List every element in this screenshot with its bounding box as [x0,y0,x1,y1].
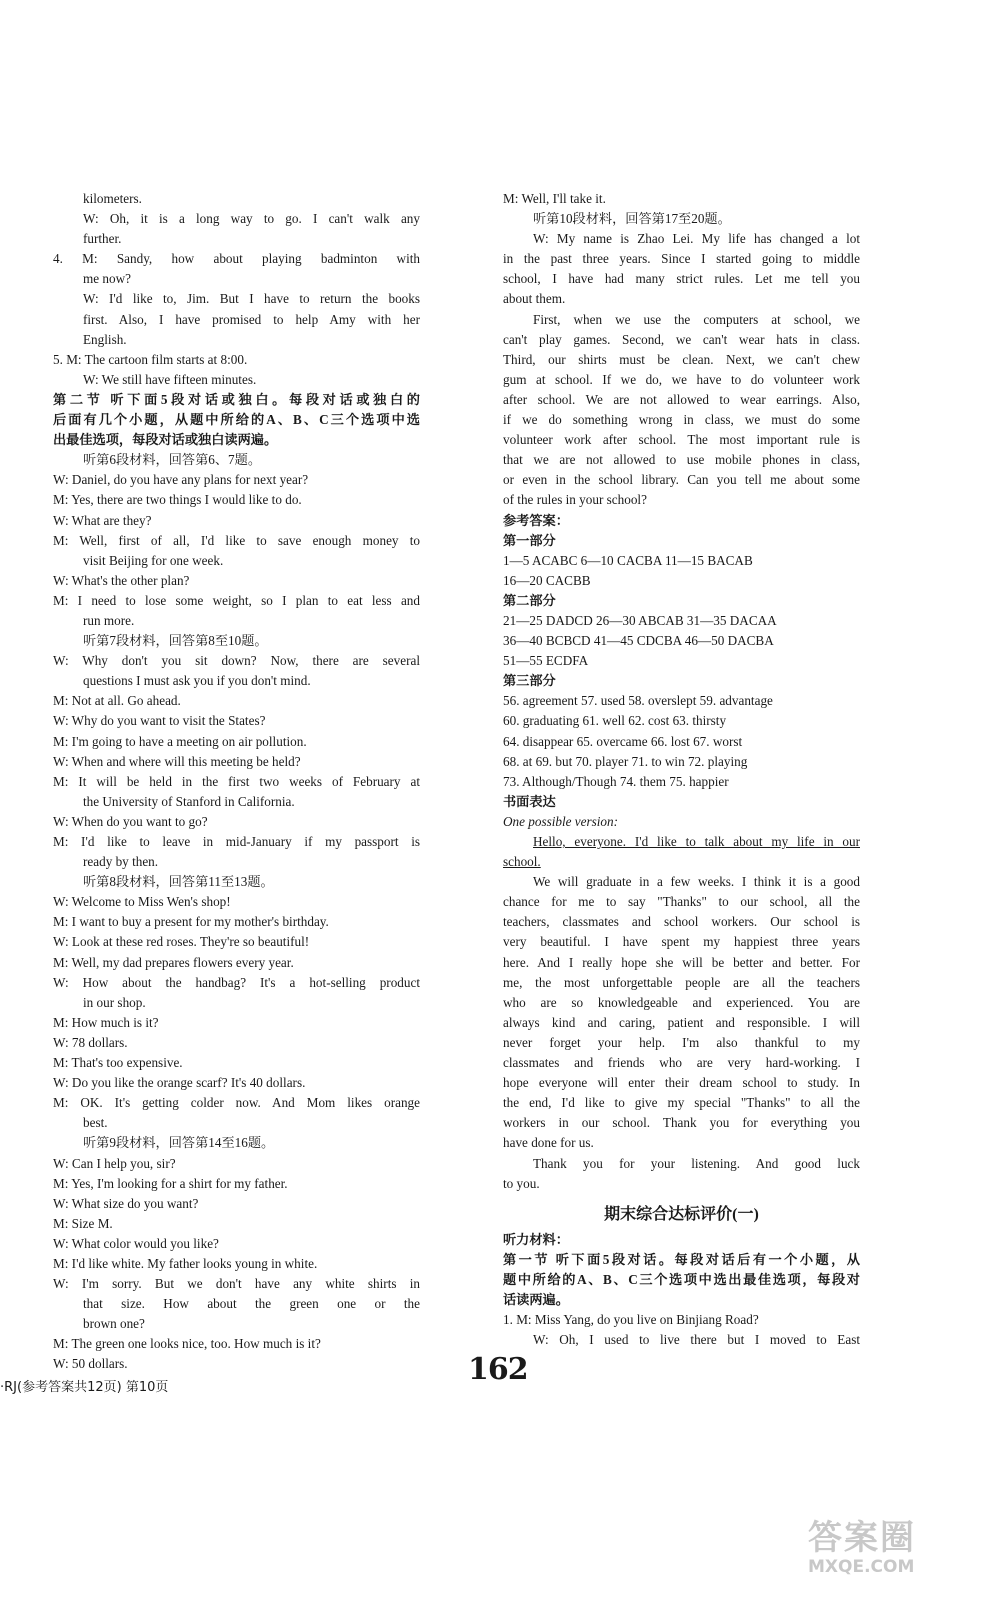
text-line: that size. How about the green one or the [83,1296,420,1312]
text-line: 1—5 ACABC 6—10 CACBA 11—15 BACAB [503,552,753,568]
text-line: 听第6段材料，回答第6、7题。 [83,452,262,468]
text-line: W: When and where will this meeting be held? [53,753,301,769]
text-line: M: OK. It's getting colder now. And Mom likes orange [53,1095,420,1111]
text-line: W: Daniel, do you have any plans for next year? [53,472,309,488]
text-line: W: We still have fifteen minutes. [83,371,257,387]
text-line: We will graduate in a few weeks. I think it is a good [533,874,860,890]
text-line: 60. graduating 61. well 62. cost 63. thirsty [503,713,727,729]
text-line: W: What's the other plan? [53,572,190,588]
text-line: visit Beijing for one week. [83,552,224,568]
text-line: W: How about the handbag? It's a hot-selling product [53,974,420,990]
text-line: 题中所给的A、B、C三个选项中选出最佳选项，每段对 [503,1271,860,1287]
text-line: 4. M: Sandy, how about playing badminton with [53,251,420,267]
text-line: have done for us. [503,1135,594,1151]
footer-label: ·RJ(参考答案共12页) 第10页 [0,1380,169,1395]
text-line: W: Welcome to Miss Wen's shop! [53,894,231,910]
text-line: English. [83,331,127,347]
text-line: further. [83,231,122,247]
text-line: 听力材料： [503,1231,569,1247]
listening-material [503,1230,860,1351]
text-line: kilometers. [83,191,142,206]
text-line: here. And I really hope she will be better and better. For [503,954,860,970]
text-line: of the rules in your school? [503,492,647,508]
text-line: about them. [503,291,566,307]
text-line: 出最佳选项，每段对话或独白读两遍。 [53,432,278,448]
text-line: W: What are they? [53,512,152,528]
text-line: M: Not at all. Go ahead. [53,693,181,709]
text-line: 听第9段材料，回答第14至16题。 [83,1135,275,1151]
text-line: 听第7段材料，回答第8至10题。 [83,633,268,649]
text-line: in the past three years. Since I started going to middle [503,251,860,267]
watermark-top-text: 答案圈 [808,1518,916,1558]
text-line: the end, I'd like to give my special "Thanks" to all the [503,1095,860,1111]
text-line: 56. agreement 57. used 58. overslept 59. advantage [503,693,773,709]
text-line: Hello, everyone. I'd like to talk about my life in our [533,834,860,849]
text-line: school, I have had many strict rules. Let me tell you [503,271,860,287]
text-line: chance for me to say "Thanks" to our school, all the [503,894,860,910]
text-line: M: Well, I'll take it. [503,191,606,206]
text-line: 16—20 CACBB [503,572,591,588]
text-line: 1. M: Miss Yang, do you live on Binjiang Road? [503,1312,759,1328]
text-line: 第二部分 [503,592,556,608]
text-line: M: Well, my dad prepares flowers every year. [53,954,294,970]
text-line: me, the most unforgettable people are all the teachers [503,974,860,990]
text-line: can't play games. Second, we can't wear hats in class. [503,331,860,347]
text-line: W: I'd like to, Jim. But I have to return the books [83,291,420,307]
text-line: 话读两遍。 [503,1291,569,1307]
text-line: volunteer work after school. The most important rule is [503,432,860,448]
text-line: W: What color would you like? [53,1235,219,1251]
section-title: 期末综合达标评价(一) [604,1205,759,1223]
text-line: that we are not allowed to use mobile phones in class, [503,452,860,468]
text-line: 21—25 DADCD 26—30 ABCAB 31—35 DACAA [503,612,777,628]
text-line: M: That's too expensive. [53,1055,183,1071]
text-line: 参考答案： [503,512,569,528]
text-line: M: I'm going to have a meeting on air pollution. [53,733,307,749]
text-line: Thank you for your listening. And good luck [533,1155,860,1171]
text-line: in our shop. [83,994,146,1010]
text-line: 68. at 69. but 70. player 71. to win 72. playing [503,753,748,769]
page-number: 162 [468,1352,528,1387]
text-line: 后面有几个小题，从题中所给的A、B、C三个选项中选 [53,412,420,428]
text-line: M: Size M. [53,1215,113,1231]
text-line: always kind and caring, patient and responsible. I will [503,1014,860,1030]
text-line: brown one? [83,1316,145,1332]
text-line: school. [503,854,541,870]
text-line: W: 78 dollars. [53,1034,128,1050]
text-line: hope everyone will enter their dream school to study. In [503,1075,860,1091]
text-line: who are so knowledgeable and experienced. You are [503,994,860,1010]
text-line: W: What size do you want? [53,1195,199,1211]
text-line: 第二节 听下面5段对话或独白。每段对话或独白的 [53,391,420,407]
text-line: M: Yes, I'm looking for a shirt for my father. [53,1175,288,1191]
text-line: 第一部分 [503,532,556,548]
text-line: 第一节 听下面5段对话。每段对话后有一个小题，从 [503,1251,860,1267]
text-line: after school. We are not allowed to wear earrings. Also, [503,391,860,407]
text-line: 听第8段材料，回答第11至13题。 [83,874,274,890]
text-line: the University of Stanford in California. [83,793,295,809]
text-line: workers in our school. Thank you for everything you [503,1115,860,1131]
text-line: 第三部分 [503,673,556,689]
text-line: M: I'd like to leave in mid-January if my passport is [53,834,420,849]
text-line: 书面表达 [503,793,556,809]
text-line: gum at school. If we do, we have to do volunteer work [503,371,860,387]
text-line: W: My name is Zhao Lei. My life has changed a lot [533,231,860,247]
left-column [53,189,420,1375]
watermark-logo [808,1510,988,1590]
text-line: M: I'd like white. My father looks young in white. [53,1255,318,1271]
text-line: teachers, classmates and school workers. Our school is [503,914,860,930]
text-line: very beautiful. I have spent my happiest three years [503,934,860,950]
text-line: W: I'm sorry. But we don't have any white shirts in [53,1276,420,1292]
text-line: W: Look at these red roses. They're so beautiful! [53,934,310,950]
text-line: never forget your help. I'm also thankful to my [503,1034,860,1050]
watermark-bottom-text: MXQE.COM [808,1557,915,1577]
text-line: W: Do you like the orange scarf? It's 40 dollars. [53,1075,306,1091]
text-line: or even in the school library. Can you tell me about some [503,472,860,488]
text-line: M: Well, first of all, I'd like to save enough money to [53,532,420,548]
text-line: 听第10段材料，回答第17至20题。 [533,211,731,227]
text-line: best. [83,1115,108,1131]
text-line: One possible version: [503,813,619,829]
text-line: W: Oh, I used to live there but I moved to East [533,1332,860,1348]
text-line: M: How much is it? [53,1014,159,1030]
text-line: W: Oh, it is a long way to go. I can't walk any [83,211,420,227]
text-line: M: Yes, there are two things I would like to do. [53,492,302,508]
text-line: Third, our shirts must be clean. Next, we can't chew [503,351,860,367]
text-line: W: When do you want to go? [53,813,208,829]
text-line: M: I want to buy a present for my mother's birthday. [53,914,329,930]
text-line: First, when we use the computers at school, we [533,311,860,327]
text-line: W: 50 dollars. [53,1356,128,1372]
text-line: me now? [83,271,131,287]
text-line: M: It will be held in the first two weeks of February at [53,773,420,789]
text-line: classmates and friends who are very hard-working. I [503,1055,860,1071]
text-line: 73. Although/Though 74. them 75. happier [503,773,729,789]
text-line: W: Why do you want to visit the States? [53,713,266,729]
text-line: W: Why don't you sit down? Now, there are several [53,653,420,669]
text-line: 64. disappear 65. overcame 66. lost 67. worst [503,733,743,749]
text-line: questions I must ask you if you don't mind. [83,673,311,689]
text-line: to you. [503,1175,540,1191]
text-line: 36—40 BCBCD 41—45 CDCBA 46—50 DACBA [503,633,774,649]
text-line: 5. M: The cartoon film starts at 8:00. [53,351,248,367]
text-line: if we do something wrong in class, we must do some [503,412,860,428]
text-line: ready by then. [83,854,159,870]
text-line: W: Can I help you, sir? [53,1155,176,1171]
text-line: run more. [83,612,135,628]
text-line: M: The green one looks nice, too. How much is it? [53,1336,321,1352]
text-line: 51—55 ECDFA [503,653,589,669]
right-column [503,189,860,1350]
text-line: M: I need to lose some weight, so I plan to eat less and [53,592,420,608]
text-line: first. Also, I have promised to help Amy with her [83,311,420,327]
